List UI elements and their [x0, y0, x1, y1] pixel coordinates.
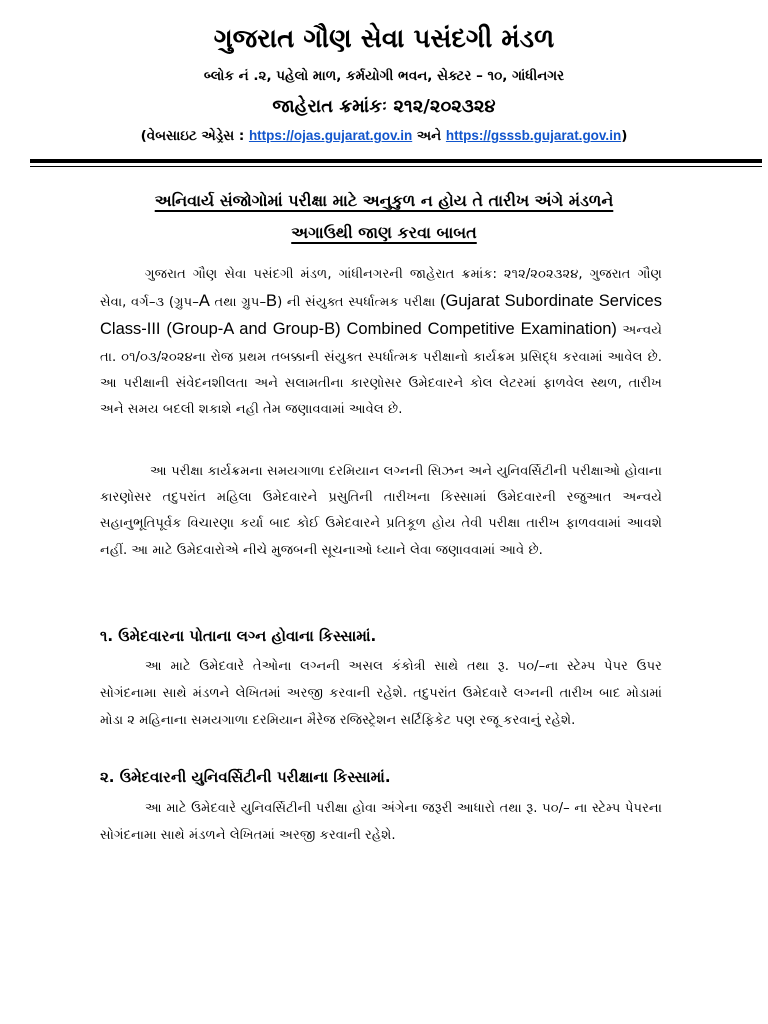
- subject-line-1: [0, 190, 768, 212]
- ojas-website-link[interactable]: https://ojas.gujarat.gov.in: [248, 128, 413, 143]
- advertisement-number: જાહેરાત ક્રમાંકઃ ૨૧૨/૨૦૨૩૨૪: [272, 96, 496, 117]
- section-heading-university-exam: ૨. ઉમેદવારની યુનિવર્સિટીની પરીક્ષાના કિસ્સામાં.: [100, 768, 391, 786]
- section-heading-marriage: ૧. ઉમેદવારના પોતાના લગ્ન હોવાના કિસ્સામાં.: [100, 627, 377, 645]
- subject-text-1: અનિવાર્ય સંજોગોમાં પરીક્ષા માટે અનુકુળ ન હોય તે તારીખ અંગે મંડળને: [154, 191, 614, 210]
- intro-text-part3: ) ની સંયુક્ત સ્પર્ધાત્મક પરીક્ષા: [277, 295, 440, 311]
- website-line: [0, 126, 768, 146]
- website-and: અને: [416, 128, 442, 144]
- intro-text-part4: અન્વયે તા. ૦૧/૦૩/૨૦૨૪ના રોજ પ્રથમ તબક્કાની સંયુક્ત સ્પર્ધાત્મક પરીક્ષાનો કાર્યક્રમ પ્રસિદ્ધ કરવામાં આવેલ છે. આ પરીક્ષાની સંવેદનશીલતા અને સલામતીના કારણોસર ઉમેદવારને કોલ લેટરમાં ફાળવેલ સ્થળ, તારીખ અને સમય બદલી શકાશે નહી તેમ જણાવવામાં આવેલ છે.: [100, 323, 662, 418]
- website-prefix: (વેબસાઇટ એડ્રેસ :: [140, 128, 245, 144]
- header-divider-thin: [30, 166, 762, 167]
- gsssb-website-link[interactable]: https://gsssb.gujarat.gov.in: [445, 128, 622, 143]
- group-a-label: A: [198, 292, 210, 311]
- organization-title: ગુજરાત ગૌણ સેવા પસંદગી મંડળ: [213, 24, 555, 54]
- section-text-university-exam: આ માટે ઉમેદવારે યુનિવર્સિટીની પરીક્ષા હોવા અંગેના જરૂરી આધારો તથા રૂ. ૫૦/– ના સ્ટેમ્પ પેપરના સોગંદનામા સાથે મંડળને લેખિતમાં અરજી કરવાની રહેશે.: [100, 801, 662, 843]
- office-address: બ્લોક નં .૨, પહેલો માળ, કર્મયોગી ભવન, સેક્ટર – ૧૦, ગાંધીનગર: [203, 68, 565, 84]
- header-divider-thick: [30, 159, 762, 163]
- subject-text-2: અગાઉથી જાણ કરવા બાબત: [291, 223, 477, 242]
- website-suffix: ): [621, 128, 628, 144]
- section-text-marriage: આ માટે ઉમેદવારે તેઓના લગ્નની અસલ કંકોત્રી સાથે તથા રૂ. ૫૦/–ના સ્ટેમ્પ પેપર ઉપર સોગંદનામા સાથે મંડળને લેખિતમાં અરજી કરવાની રહેશે. તદુપરાંત ઉમેદવારે લગ્નની તારીખ બાદ મોડામાં મોડા ૨ મહિનાના સમયગાળા દરમિયાન મૈરેજ રજિસ્ટ્રેશન સર્ટિફિકેટ પણ રજૂ કરવાનું રહેશે.: [100, 659, 662, 728]
- group-b-label: B: [266, 292, 278, 311]
- subject-line-2: [0, 222, 768, 244]
- intro-text-part2: તથા ગ્રુપ–: [209, 295, 267, 311]
- exam-english-name: (Gujarat Subordinate Services Class-III (Group-A and Group-B) Combined Competitive Examination): [100, 292, 662, 339]
- intro-text-part1: ગુજરાત ગૌણ સેવા પસંદગી મંડળ, ગાંધીનગરની જાહેરાત ક્રમાંક: ૨૧૨/૨૦૨૩૨૪, ગુજરાત ગૌણ સેવા, વર્ગ–૩ (ગ્રુપ–: [100, 267, 662, 311]
- second-paragraph: આ પરીક્ષા કાર્યક્રમના સમયગાળા દરમિયાન લગ્નની સિઝન અને યુનિવર્સિટીની પરીક્ષાઓ હોવાના કારણોસર તદુપરાંત મહિલા ઉમેદવારને પ્રસુતિની તારીખના કિસ્સામાં ઉમેદવારની રજુઆત અન્વયે સહાનુભૂતિપૂર્વક વિચારણા કર્યા બાદ કોઈ ઉમેદવારને પ્રતિકૂળ હોય તેવી પરીક્ષા તારીખ ફાળવવામાં આવશે નહીં. આ માટે ઉમેદવારોએ નીચે મુજબની સૂચનાઓ ધ્યાને લેવા જણાવવામાં આવે છે.: [100, 464, 662, 558]
- intro-paragraph: [100, 262, 662, 423]
